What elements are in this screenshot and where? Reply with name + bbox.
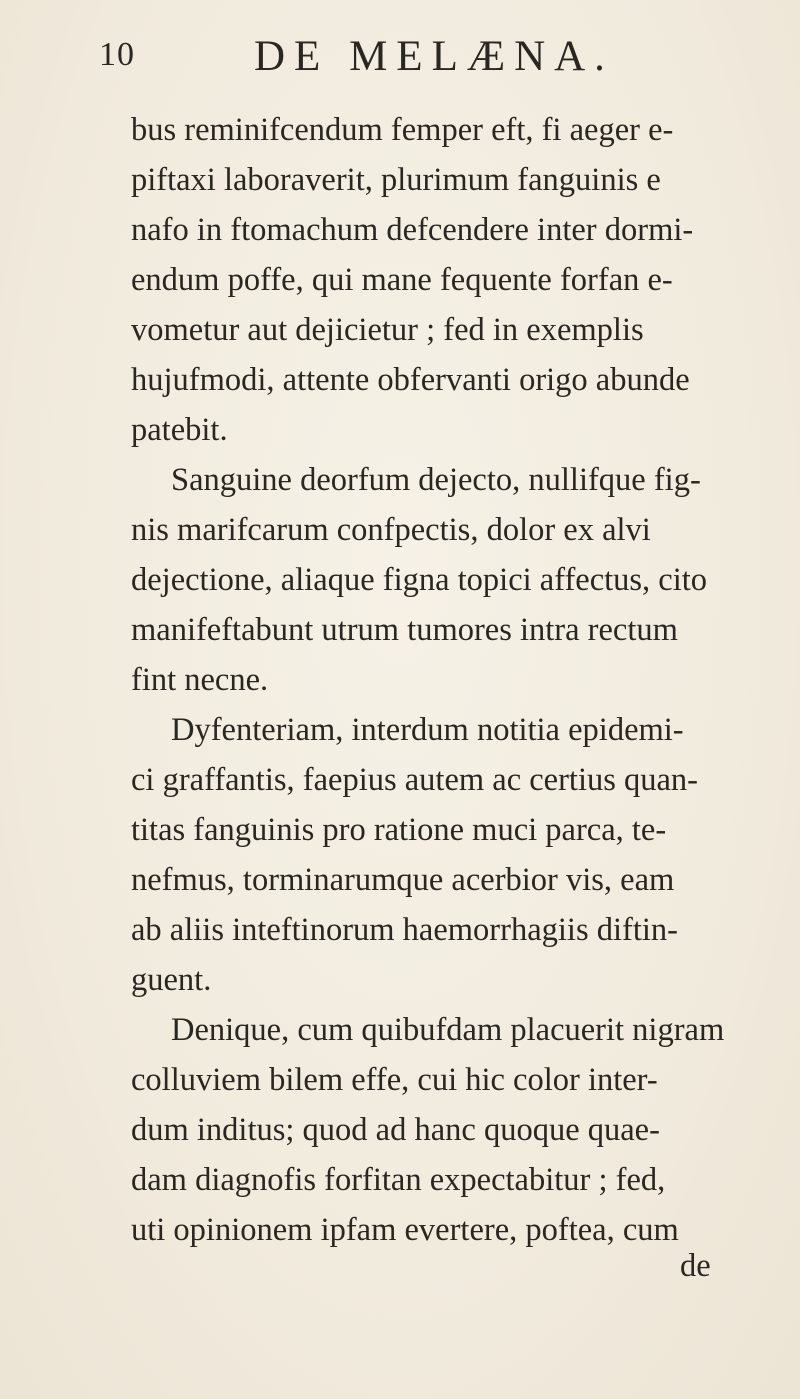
text-line: colluviem bilem effe, cui hic color inter- bbox=[131, 1062, 658, 1098]
text-line: fint necne. bbox=[131, 662, 269, 698]
text-line: endum poffe, qui mane fequente forfan e- bbox=[131, 262, 673, 298]
text-line: ci graffantis, faepius autem ac certius quan- bbox=[131, 762, 699, 798]
page-number: 10 bbox=[99, 36, 135, 73]
text-line: piftaxi laboraverit, plurimum fanguinis e bbox=[131, 162, 661, 198]
text-line: dejectione, aliaque figna topici affectus, cito bbox=[131, 562, 708, 598]
text-line: uti opinionem ipfam evertere, poftea, cum bbox=[131, 1212, 679, 1248]
text-line: ab aliis inteftinorum haemorrhagiis diftin- bbox=[131, 912, 678, 948]
page-header bbox=[0, 32, 800, 82]
catchword: de bbox=[680, 1248, 711, 1284]
text-line: dam diagnofis forfitan expectabitur ; fed, bbox=[131, 1162, 666, 1198]
text-line: nis marifcarum confpectis, dolor ex alvi bbox=[131, 512, 651, 548]
text-line: dum inditus; quod ad hanc quoque quae- bbox=[131, 1112, 660, 1148]
text-line: hujufmodi, attente obfervanti origo abunde bbox=[131, 362, 690, 398]
text-line: Sanguine deorfum dejecto, nullifque fig- bbox=[171, 462, 701, 498]
text-line: Dyfenteriam, interdum notitia epidemi- bbox=[171, 712, 684, 748]
text-line: titas fanguinis pro ratione muci parca, te- bbox=[131, 812, 667, 848]
text-line: manifeftabunt utrum tumores intra rectum bbox=[131, 612, 678, 648]
running-title: DE MELÆNA. bbox=[254, 33, 614, 80]
text-line: Denique, cum quibufdam placuerit nigram bbox=[171, 1012, 725, 1048]
text-line: bus reminifcendum femper eft, fi aeger e- bbox=[131, 112, 674, 148]
text-line: guent. bbox=[131, 962, 212, 998]
text-line: vometur aut dejicietur ; fed in exemplis bbox=[131, 312, 644, 348]
text-line: nefmus, torminarumque acerbior vis, eam bbox=[131, 862, 675, 898]
text-line: patebit. bbox=[131, 412, 228, 448]
text-line: nafo in ftomachum defcendere inter dormi- bbox=[131, 212, 694, 248]
